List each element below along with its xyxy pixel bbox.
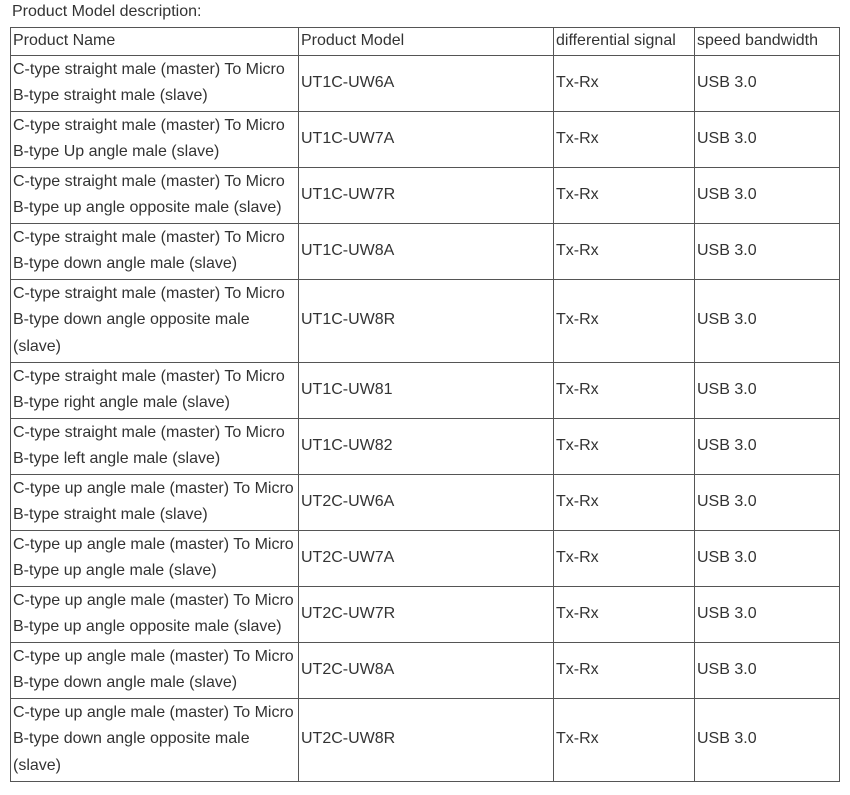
product-name-cell: C-type straight male (master) To Micro B-type up angle opposite male (slave) (11, 167, 299, 223)
bandwidth-cell: USB 3.0 (695, 418, 840, 474)
product-model-cell: UT2C-UW8R (299, 698, 554, 781)
product-model-cell: UT2C-UW6A (299, 474, 554, 530)
signal-cell: Tx-Rx (554, 642, 695, 698)
table-row (11, 362, 840, 418)
bandwidth-cell: USB 3.0 (695, 279, 840, 362)
bandwidth-cell: USB 3.0 (695, 642, 840, 698)
signal-cell: Tx-Rx (554, 167, 695, 223)
product-name-cell: C-type up angle male (master) To Micro B-type up angle opposite male (slave) (11, 586, 299, 642)
header-speed-bandwidth: speed bandwidth (695, 28, 840, 56)
product-name-cell: C-type straight male (master) To Micro B-type left angle male (slave) (11, 418, 299, 474)
product-model-cell: UT1C-UW8R (299, 279, 554, 362)
product-model-cell: UT1C-UW81 (299, 362, 554, 418)
signal-cell: Tx-Rx (554, 362, 695, 418)
table-row (11, 418, 840, 474)
table-row (11, 55, 840, 111)
product-model-cell: UT1C-UW7R (299, 167, 554, 223)
header-differential-signal: differential signal (554, 28, 695, 56)
bandwidth-cell: USB 3.0 (695, 474, 840, 530)
product-name-cell: C-type straight male (master) To Micro B-type straight male (slave) (11, 55, 299, 111)
product-model-cell: UT2C-UW7R (299, 586, 554, 642)
bandwidth-cell: USB 3.0 (695, 362, 840, 418)
table-row (11, 279, 840, 362)
product-name-cell: C-type up angle male (master) To Micro B-type up angle male (slave) (11, 530, 299, 586)
table-row (11, 111, 840, 167)
table-row (11, 167, 840, 223)
bandwidth-cell: USB 3.0 (695, 223, 840, 279)
header-product-name: Product Name (11, 28, 299, 56)
table-row (11, 586, 840, 642)
product-model-table (10, 27, 840, 782)
header-product-model: Product Model (299, 28, 554, 56)
bandwidth-cell: USB 3.0 (695, 111, 840, 167)
table-row (11, 642, 840, 698)
signal-cell: Tx-Rx (554, 111, 695, 167)
product-model-cell: UT2C-UW8A (299, 642, 554, 698)
bandwidth-cell: USB 3.0 (695, 586, 840, 642)
signal-cell: Tx-Rx (554, 223, 695, 279)
signal-cell: Tx-Rx (554, 279, 695, 362)
product-name-cell: C-type straight male (master) To Micro B-type right angle male (slave) (11, 362, 299, 418)
table-row (11, 223, 840, 279)
signal-cell: Tx-Rx (554, 698, 695, 781)
product-model-cell: UT1C-UW8A (299, 223, 554, 279)
product-model-cell: UT2C-UW7A (299, 530, 554, 586)
table-row (11, 698, 840, 781)
table-row (11, 530, 840, 586)
bandwidth-cell: USB 3.0 (695, 55, 840, 111)
product-name-cell: C-type straight male (master) To Micro B-type Up angle male (slave) (11, 111, 299, 167)
product-name-cell: C-type up angle male (master) To Micro B-type down angle male (slave) (11, 642, 299, 698)
product-model-cell: UT1C-UW7A (299, 111, 554, 167)
signal-cell: Tx-Rx (554, 418, 695, 474)
signal-cell: Tx-Rx (554, 586, 695, 642)
product-name-cell: C-type straight male (master) To Micro B-type down angle opposite male (slave) (11, 279, 299, 362)
product-model-cell: UT1C-UW82 (299, 418, 554, 474)
bandwidth-cell: USB 3.0 (695, 167, 840, 223)
product-model-cell: UT1C-UW6A (299, 55, 554, 111)
bandwidth-cell: USB 3.0 (695, 530, 840, 586)
signal-cell: Tx-Rx (554, 55, 695, 111)
bandwidth-cell: USB 3.0 (695, 698, 840, 781)
table-row (11, 474, 840, 530)
product-name-cell: C-type up angle male (master) To Micro B-type down angle opposite male (slave) (11, 698, 299, 781)
table-caption: Product Model description: (12, 3, 202, 20)
signal-cell: Tx-Rx (554, 530, 695, 586)
signal-cell: Tx-Rx (554, 474, 695, 530)
product-name-cell: C-type up angle male (master) To Micro B-type straight male (slave) (11, 474, 299, 530)
product-name-cell: C-type straight male (master) To Micro B-type down angle male (slave) (11, 223, 299, 279)
table-header-row (11, 28, 840, 56)
